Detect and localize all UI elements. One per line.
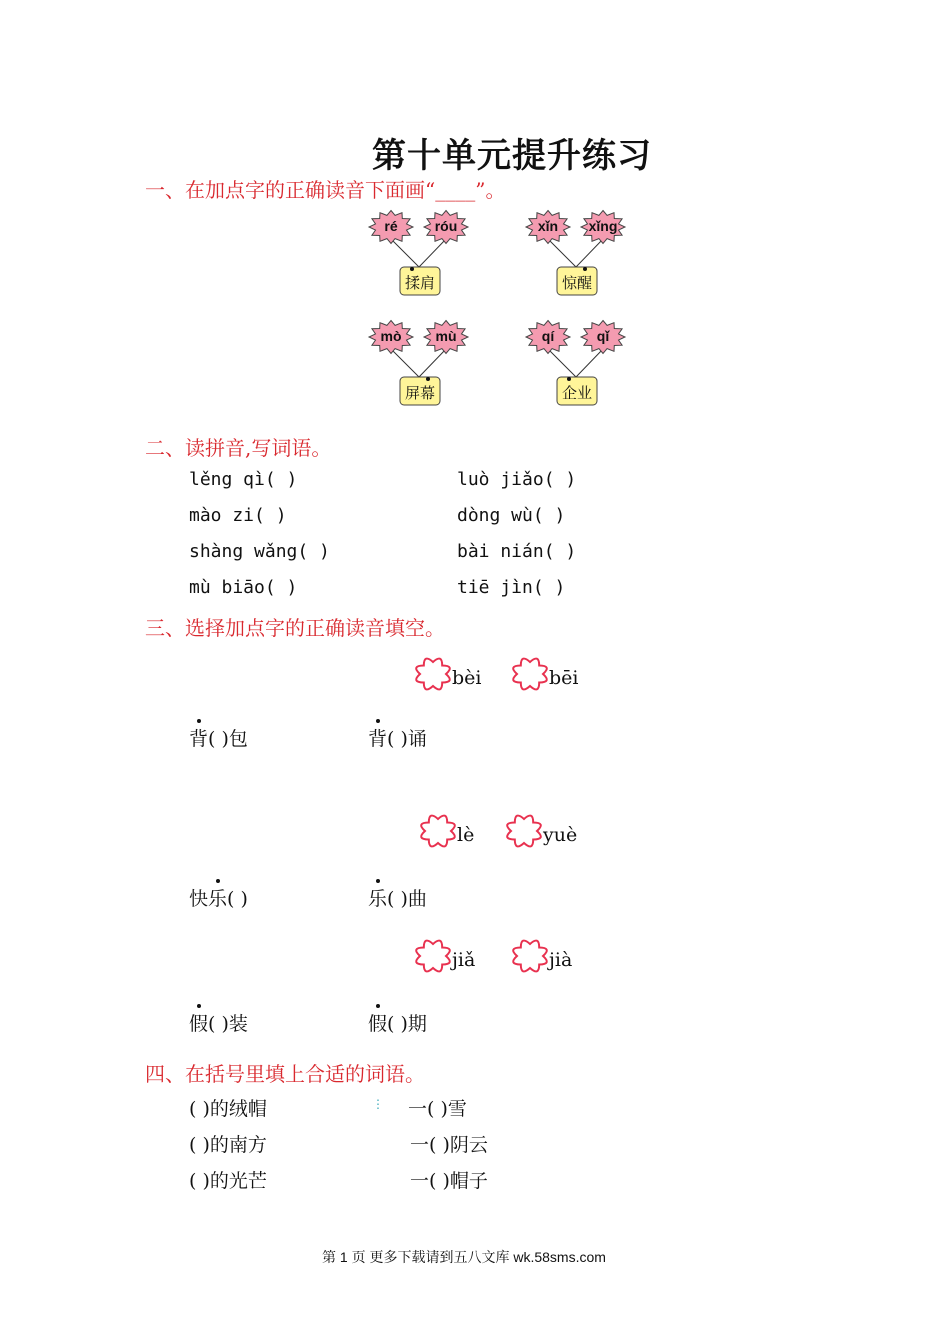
- pinyin-pair-diagram: [366, 317, 476, 412]
- target-word: 揉肩: [404, 274, 436, 292]
- flower-answer-box: [507, 935, 553, 977]
- section-4-heading: 四、在括号里填上合适的词语。: [145, 1062, 425, 1086]
- pinyin-option: qǐ: [596, 328, 610, 344]
- pinyin-option: róu: [434, 218, 458, 234]
- section-2-heading: 二、读拼音,写词语。: [145, 436, 332, 460]
- section-3-heading: 三、选择加点字的正确读音填空。: [145, 616, 445, 640]
- page-footer: 第 1 页 更多下载请到五八文库 wk.58sms.com: [322, 1249, 606, 1265]
- q3-fill-item: 乐( )曲: [368, 884, 427, 911]
- q2-item: dòng wù( ): [457, 505, 566, 526]
- connector-line: [419, 239, 446, 267]
- q4-item: ( )的南方: [189, 1134, 267, 1156]
- q2-item: luò jiǎo( ): [457, 469, 577, 490]
- target-word: 企业: [561, 384, 593, 402]
- connector-line: [391, 349, 419, 377]
- q4-item: 一( )雪: [408, 1098, 467, 1120]
- section-1-heading: 一、在加点字的正确读音下面画“____”。: [145, 178, 506, 202]
- pinyin-pair-diagram: [523, 317, 633, 412]
- pinyin-option: mù: [435, 328, 457, 344]
- page-title: 第十单元提升练习: [372, 136, 652, 176]
- pinyin-pair-diagram: [523, 207, 633, 302]
- pinyin-option: mò: [380, 328, 402, 344]
- target-word: 惊醒: [561, 274, 593, 292]
- q3-fill-item: 假( )期: [368, 1009, 427, 1036]
- pinyin-option: jià: [549, 949, 573, 971]
- connector-line: [548, 239, 576, 267]
- q2-item: shàng wǎng( ): [189, 541, 330, 562]
- pinyin-option: bēi: [549, 667, 579, 689]
- pinyin-option: jiǎ: [452, 949, 476, 971]
- q2-item: mù biāo( ): [189, 577, 298, 598]
- pinyin-option: lè: [457, 824, 475, 846]
- connector-line: [576, 239, 603, 267]
- connector-line: [576, 349, 603, 377]
- q2-item: lěng qì( ): [189, 469, 298, 490]
- q3-fill-item: 快乐( ): [189, 884, 248, 911]
- q4-item: 一( )帽子: [410, 1170, 488, 1192]
- separator-mark: ⋮: [372, 1097, 384, 1111]
- q4-item: 一( )阴云: [410, 1134, 488, 1156]
- q2-item: mào zi( ): [189, 505, 287, 526]
- pinyin-option: xǐng: [588, 218, 618, 234]
- q4-item: ( )的绒帽: [189, 1098, 267, 1120]
- q3-fill-item: 假( )装: [189, 1009, 248, 1036]
- pinyin-option: bèi: [452, 667, 482, 689]
- pinyin-option: ré: [384, 218, 398, 234]
- q3-fill-item: 背( )包: [189, 724, 248, 751]
- flower-answer-box: [410, 935, 456, 977]
- q4-item: ( )的光芒: [189, 1170, 267, 1192]
- flower-answer-box: [410, 653, 456, 695]
- flower-answer-box: [415, 810, 461, 852]
- flower-answer-box: [501, 810, 547, 852]
- pinyin-option: yuè: [543, 824, 578, 846]
- connector-line: [419, 349, 446, 377]
- connector-line: [548, 349, 576, 377]
- q2-item: tiē jìn( ): [457, 577, 566, 598]
- target-word: 屏幕: [404, 384, 436, 402]
- pinyin-option: qí: [541, 328, 555, 344]
- q2-item: bài nián( ): [457, 541, 577, 562]
- pinyin-option: xǐn: [537, 218, 559, 234]
- flower-answer-box: [507, 653, 553, 695]
- q3-fill-item: 背( )诵: [368, 724, 427, 751]
- pinyin-pair-diagram: [366, 207, 476, 302]
- connector-line: [391, 239, 419, 267]
